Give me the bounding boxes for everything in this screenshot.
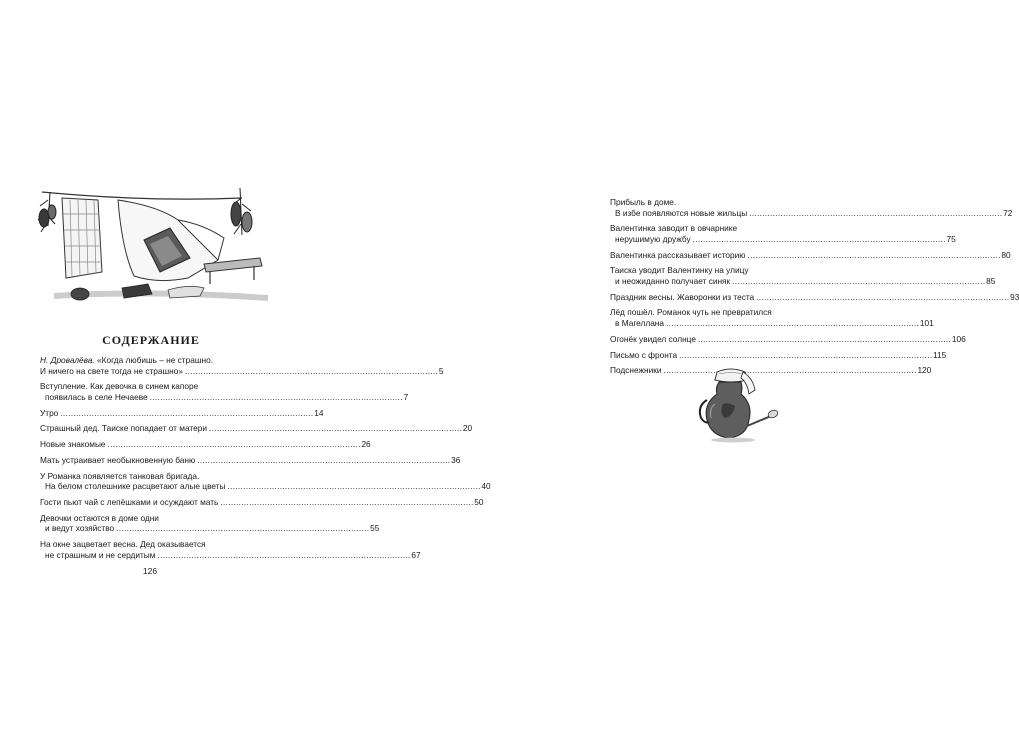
entry-page: 40 [481,481,491,492]
entry-title: Девочки остаются в доме одни [40,512,159,523]
entry-page: 67 [411,549,421,560]
entry-title: Подснежники [610,365,662,376]
leader-dots [732,276,984,287]
entry-title: На окне зацветает весна. Дед оказывается [40,539,206,550]
leader-dots [60,408,312,419]
leader-dots [756,292,1008,303]
leader-dots [679,350,931,361]
toc-entry [40,407,324,419]
entry-title: Огонёк увидел солнце [610,333,696,344]
entry-author: Н. Дровалёва. [40,355,95,365]
entry-title: Вступление. Как девочка в синем капоре [40,381,199,392]
entry-page: 7 [403,391,409,402]
toc-entry [40,470,491,492]
toc-entry [610,197,1013,218]
entry-page: 50 [474,497,484,508]
entry-title-cont: в Магеллана [615,317,665,328]
toc-entry [610,307,934,328]
toc-entry [40,454,461,466]
entry-title: Страшный дед. Таиске попадает от матери [40,423,207,434]
entry-page: 93 [1010,291,1019,302]
entry-title: Валентинка рассказывает историю [610,249,746,260]
entry-page: 55 [370,523,380,534]
leader-dots [748,250,1000,261]
entry-page: 106 [951,333,966,344]
toc-entry [40,381,409,402]
entry-page: 72 [1003,207,1013,218]
entry-title: Прибыль в доме. [610,197,677,207]
entry-page: 36 [451,454,461,465]
toc-entry [40,439,371,450]
toc-entry [610,333,966,345]
leader-dots [698,334,950,345]
entry-title-cont: В избе появляются новые жильцы [615,207,748,218]
entry-page: 101 [919,317,934,328]
toc-entry [40,497,484,508]
entry-title: Лёд пошёл. Романок чуть не превратился [610,307,772,318]
toc-entry [40,423,473,434]
right-page [300,0,1019,750]
leader-dots [749,208,1001,219]
clothesline-laundry-illustration [28,180,280,310]
entry-page: 5 [438,365,444,376]
leader-dots [693,234,945,245]
entry-page: 120 [917,365,932,376]
jug-and-spoon-illustration [695,364,780,444]
entry-title: Гости пьют чай с лепёшками и осуждают мать [40,497,219,508]
entry-title: Мать устраивает необыкновенную баню [40,454,196,465]
entry-title: Валентинка заводит в овчарнике [610,223,738,234]
entry-title-cont: И ничего на свете тогда не страшно» [40,365,183,376]
entry-title: У Романка появляется танковая бригада. [40,470,200,481]
left-page [0,0,491,750]
entry-page: 26 [361,439,371,450]
toc-entry [40,355,444,376]
toc-entry [40,539,421,560]
entry-title-cont: появилась в селе Нечаеве [45,391,148,402]
leader-dots [666,318,918,329]
entry-page: 115 [933,349,947,360]
entry-page: 80 [1001,249,1011,260]
entry-page: 85 [986,275,996,286]
toc-entry [610,265,996,286]
entry-title: Письмо с фронта [610,349,678,360]
entry-title-cont: и ведут хозяйство [45,523,115,534]
entry-title: Утро [40,407,59,418]
page-number: 126 [142,566,158,576]
entry-title-cont: На белом столешнике расцветают алые цветы [45,481,226,492]
entry-title-cont: нерушимую дружбу [615,233,691,244]
toc-entry [610,249,1011,261]
toc-entry [610,223,956,244]
entry-title: «Когда любишь – не страшно. [97,355,213,365]
entry-title: Таиска уводит Валентинку на улицу [610,265,749,276]
toc-entry [40,512,380,534]
contents-heading: СОДЕРЖАНИЕ [102,333,200,347]
table-of-contents-left [40,355,491,565]
table-of-contents-right [610,197,1019,381]
entry-page: 20 [462,423,473,434]
entry-title-cont: не страшным и не сердитым [45,549,156,560]
entry-page: 75 [946,233,956,244]
toc-entry [610,291,1019,303]
toc-entry [610,349,947,361]
entry-page: 14 [314,407,324,418]
entry-title: Праздник весны. Жаворонки из теста [610,291,755,302]
entry-title: Новые знакомые [40,439,106,450]
entry-title-cont: и неожиданно получает синяк [615,275,731,286]
